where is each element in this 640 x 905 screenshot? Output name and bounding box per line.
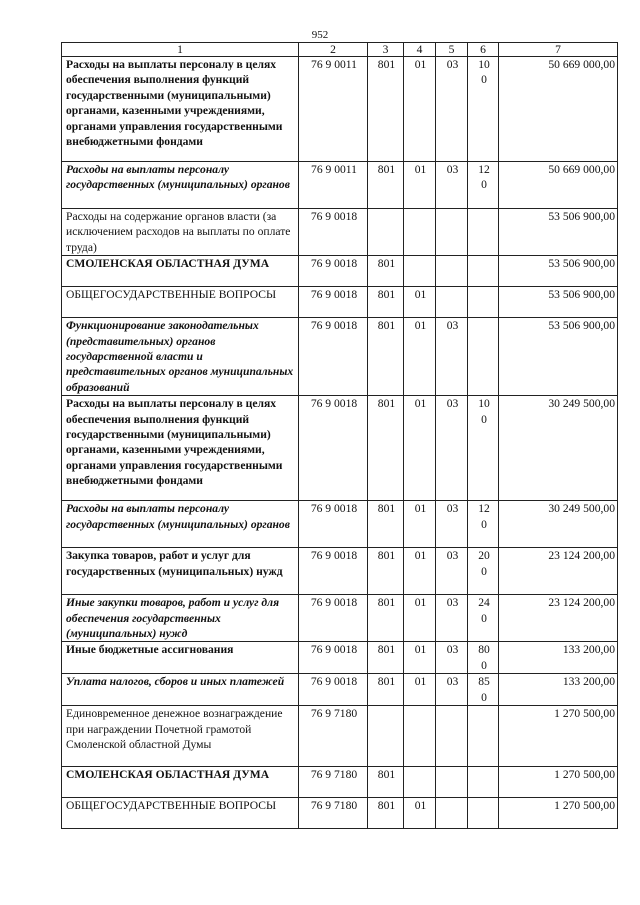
row-c6-cell: 240 — [468, 595, 499, 642]
row-c4-cell — [404, 767, 436, 798]
row-name-cell: Единовременное денежное вознаграждение при награждении Почетной грамотой Смоленской областной Думы — [62, 706, 299, 767]
table-row — [62, 642, 618, 674]
row-c2-cell: 76 9 0018 — [299, 642, 368, 674]
row-name-cell: Расходы на выплаты персоналу в целях обеспечения выполнения функций государственными (муниципальными) органами, казенными учреждениями, органами управления государственными внебюджетными фондами — [62, 396, 299, 501]
row-c2-cell: 76 9 0018 — [299, 674, 368, 706]
row-c2-cell: 76 9 0018 — [299, 548, 368, 595]
row-c5-cell: 03 — [436, 595, 468, 642]
row-c6-cell: 100 — [468, 396, 499, 501]
row-c4-cell: 01 — [404, 318, 436, 396]
row-c3-cell — [368, 706, 404, 767]
row-name-cell: Расходы на содержание органов власти (за исключением расходов на выплаты по оплате труда) — [62, 209, 299, 256]
row-c4-cell — [404, 256, 436, 287]
row-c7-cell: 1 270 500,00 — [499, 767, 618, 798]
row-c3-cell: 801 — [368, 256, 404, 287]
row-c3-cell: 801 — [368, 595, 404, 642]
row-c2-cell: 76 9 7180 — [299, 767, 368, 798]
row-c7-cell: 133 200,00 — [499, 674, 618, 706]
row-c5-cell — [436, 287, 468, 318]
table-row — [62, 501, 618, 548]
row-name-cell: СМОЛЕНСКАЯ ОБЛАСТНАЯ ДУМА — [62, 256, 299, 287]
row-c4-cell: 01 — [404, 287, 436, 318]
row-name-cell: ОБЩЕГОСУДАРСТВЕННЫЕ ВОПРОСЫ — [62, 798, 299, 829]
row-c5-cell — [436, 706, 468, 767]
row-c3-cell — [368, 209, 404, 256]
row-c7-cell: 1 270 500,00 — [499, 706, 618, 767]
row-c4-cell — [404, 706, 436, 767]
row-c6-cell — [468, 287, 499, 318]
row-c6-cell — [468, 767, 499, 798]
row-c2-cell: 76 9 0018 — [299, 595, 368, 642]
row-c3-cell: 801 — [368, 396, 404, 501]
row-c2-cell: 76 9 0018 — [299, 318, 368, 396]
row-c4-cell: 01 — [404, 396, 436, 501]
row-c3-cell: 801 — [368, 642, 404, 674]
row-c6-cell: 100 — [468, 57, 499, 162]
row-c7-cell: 23 124 200,00 — [499, 595, 618, 642]
row-c3-cell: 801 — [368, 501, 404, 548]
column-header: 3 — [368, 43, 404, 57]
row-c3-cell: 801 — [368, 318, 404, 396]
row-c4-cell: 01 — [404, 57, 436, 162]
row-name-cell: ОБЩЕГОСУДАРСТВЕННЫЕ ВОПРОСЫ — [62, 287, 299, 318]
row-c3-cell: 801 — [368, 57, 404, 162]
table-body — [62, 57, 618, 829]
row-c3-cell: 801 — [368, 767, 404, 798]
row-c6-cell: 120 — [468, 501, 499, 548]
row-c4-cell: 01 — [404, 798, 436, 829]
table-row — [62, 318, 618, 396]
row-c2-cell: 76 9 0018 — [299, 256, 368, 287]
row-c5-cell: 03 — [436, 162, 468, 209]
row-c2-cell: 76 9 0018 — [299, 209, 368, 256]
row-c5-cell — [436, 256, 468, 287]
column-header: 2 — [299, 43, 368, 57]
row-c5-cell — [436, 798, 468, 829]
table-row — [62, 162, 618, 209]
row-c4-cell: 01 — [404, 548, 436, 595]
column-header: 5 — [436, 43, 468, 57]
row-c6-cell — [468, 209, 499, 256]
row-name-cell: Расходы на выплаты персоналу государственных (муниципальных) органов — [62, 162, 299, 209]
row-c6-cell: 850 — [468, 674, 499, 706]
row-c7-cell: 50 669 000,00 — [499, 57, 618, 162]
row-c2-cell: 76 9 0011 — [299, 162, 368, 209]
row-c2-cell: 76 9 7180 — [299, 706, 368, 767]
column-header: 4 — [404, 43, 436, 57]
row-c5-cell — [436, 209, 468, 256]
header-row — [62, 43, 618, 57]
row-c3-cell: 801 — [368, 162, 404, 209]
row-c6-cell — [468, 318, 499, 396]
row-c5-cell: 03 — [436, 642, 468, 674]
row-c6-cell: 800 — [468, 642, 499, 674]
row-c7-cell: 30 249 500,00 — [499, 396, 618, 501]
row-c7-cell: 133 200,00 — [499, 642, 618, 674]
table-row — [62, 396, 618, 501]
row-name-cell: Функционирование законодательных (представительных) органов государственной власти и представительных органов муниципальных образований — [62, 318, 299, 396]
row-c6-cell: 120 — [468, 162, 499, 209]
table-row — [62, 674, 618, 706]
row-c7-cell: 53 506 900,00 — [499, 318, 618, 396]
row-c6-cell — [468, 706, 499, 767]
row-c5-cell: 03 — [436, 501, 468, 548]
row-c5-cell: 03 — [436, 396, 468, 501]
row-c7-cell: 53 506 900,00 — [499, 209, 618, 256]
row-c4-cell: 01 — [404, 595, 436, 642]
row-c5-cell: 03 — [436, 548, 468, 595]
row-name-cell: Расходы на выплаты персоналу в целях обеспечения выполнения функций государственными (муниципальными) органами, казенными учреждениями, органами управления государственными внебюджетными фондами — [62, 57, 299, 162]
row-c6-cell — [468, 798, 499, 829]
table-row — [62, 595, 618, 642]
row-c6-cell — [468, 256, 499, 287]
table-row — [62, 767, 618, 798]
row-c7-cell: 50 669 000,00 — [499, 162, 618, 209]
row-name-cell: Иные бюджетные ассигнования — [62, 642, 299, 674]
row-c4-cell: 01 — [404, 642, 436, 674]
budget-table — [61, 42, 618, 829]
row-c7-cell: 53 506 900,00 — [499, 287, 618, 318]
row-name-cell: Уплата налогов, сборов и иных платежей — [62, 674, 299, 706]
column-header: 1 — [62, 43, 299, 57]
row-c5-cell: 03 — [436, 57, 468, 162]
row-name-cell: Закупка товаров, работ и услуг для государственных (муниципальных) нужд — [62, 548, 299, 595]
row-c4-cell: 01 — [404, 501, 436, 548]
row-c3-cell: 801 — [368, 674, 404, 706]
column-header: 7 — [499, 43, 618, 57]
row-c2-cell: 76 9 7180 — [299, 798, 368, 829]
table-row — [62, 548, 618, 595]
table-row — [62, 798, 618, 829]
row-c3-cell: 801 — [368, 798, 404, 829]
row-c7-cell: 30 249 500,00 — [499, 501, 618, 548]
table-row — [62, 706, 618, 767]
row-c3-cell: 801 — [368, 287, 404, 318]
row-name-cell: Расходы на выплаты персоналу государственных (муниципальных) органов — [62, 501, 299, 548]
row-c2-cell: 76 9 0011 — [299, 57, 368, 162]
row-c2-cell: 76 9 0018 — [299, 287, 368, 318]
table-row — [62, 209, 618, 256]
column-header: 6 — [468, 43, 499, 57]
row-c5-cell: 03 — [436, 674, 468, 706]
row-c4-cell — [404, 209, 436, 256]
row-c3-cell: 801 — [368, 548, 404, 595]
row-c5-cell: 03 — [436, 318, 468, 396]
row-c2-cell: 76 9 0018 — [299, 396, 368, 501]
table-row — [62, 287, 618, 318]
row-c4-cell: 01 — [404, 674, 436, 706]
row-name-cell: Иные закупки товаров, работ и услуг для обеспечения государственных (муниципальных) нужд — [62, 595, 299, 642]
row-c5-cell — [436, 767, 468, 798]
row-c7-cell: 1 270 500,00 — [499, 798, 618, 829]
row-c7-cell: 23 124 200,00 — [499, 548, 618, 595]
page-number: 952 — [311, 29, 329, 41]
row-name-cell: СМОЛЕНСКАЯ ОБЛАСТНАЯ ДУМА — [62, 767, 299, 798]
row-c7-cell: 53 506 900,00 — [499, 256, 618, 287]
table-row — [62, 57, 618, 162]
row-c6-cell: 200 — [468, 548, 499, 595]
row-c2-cell: 76 9 0018 — [299, 501, 368, 548]
table-row — [62, 256, 618, 287]
row-c4-cell: 01 — [404, 162, 436, 209]
